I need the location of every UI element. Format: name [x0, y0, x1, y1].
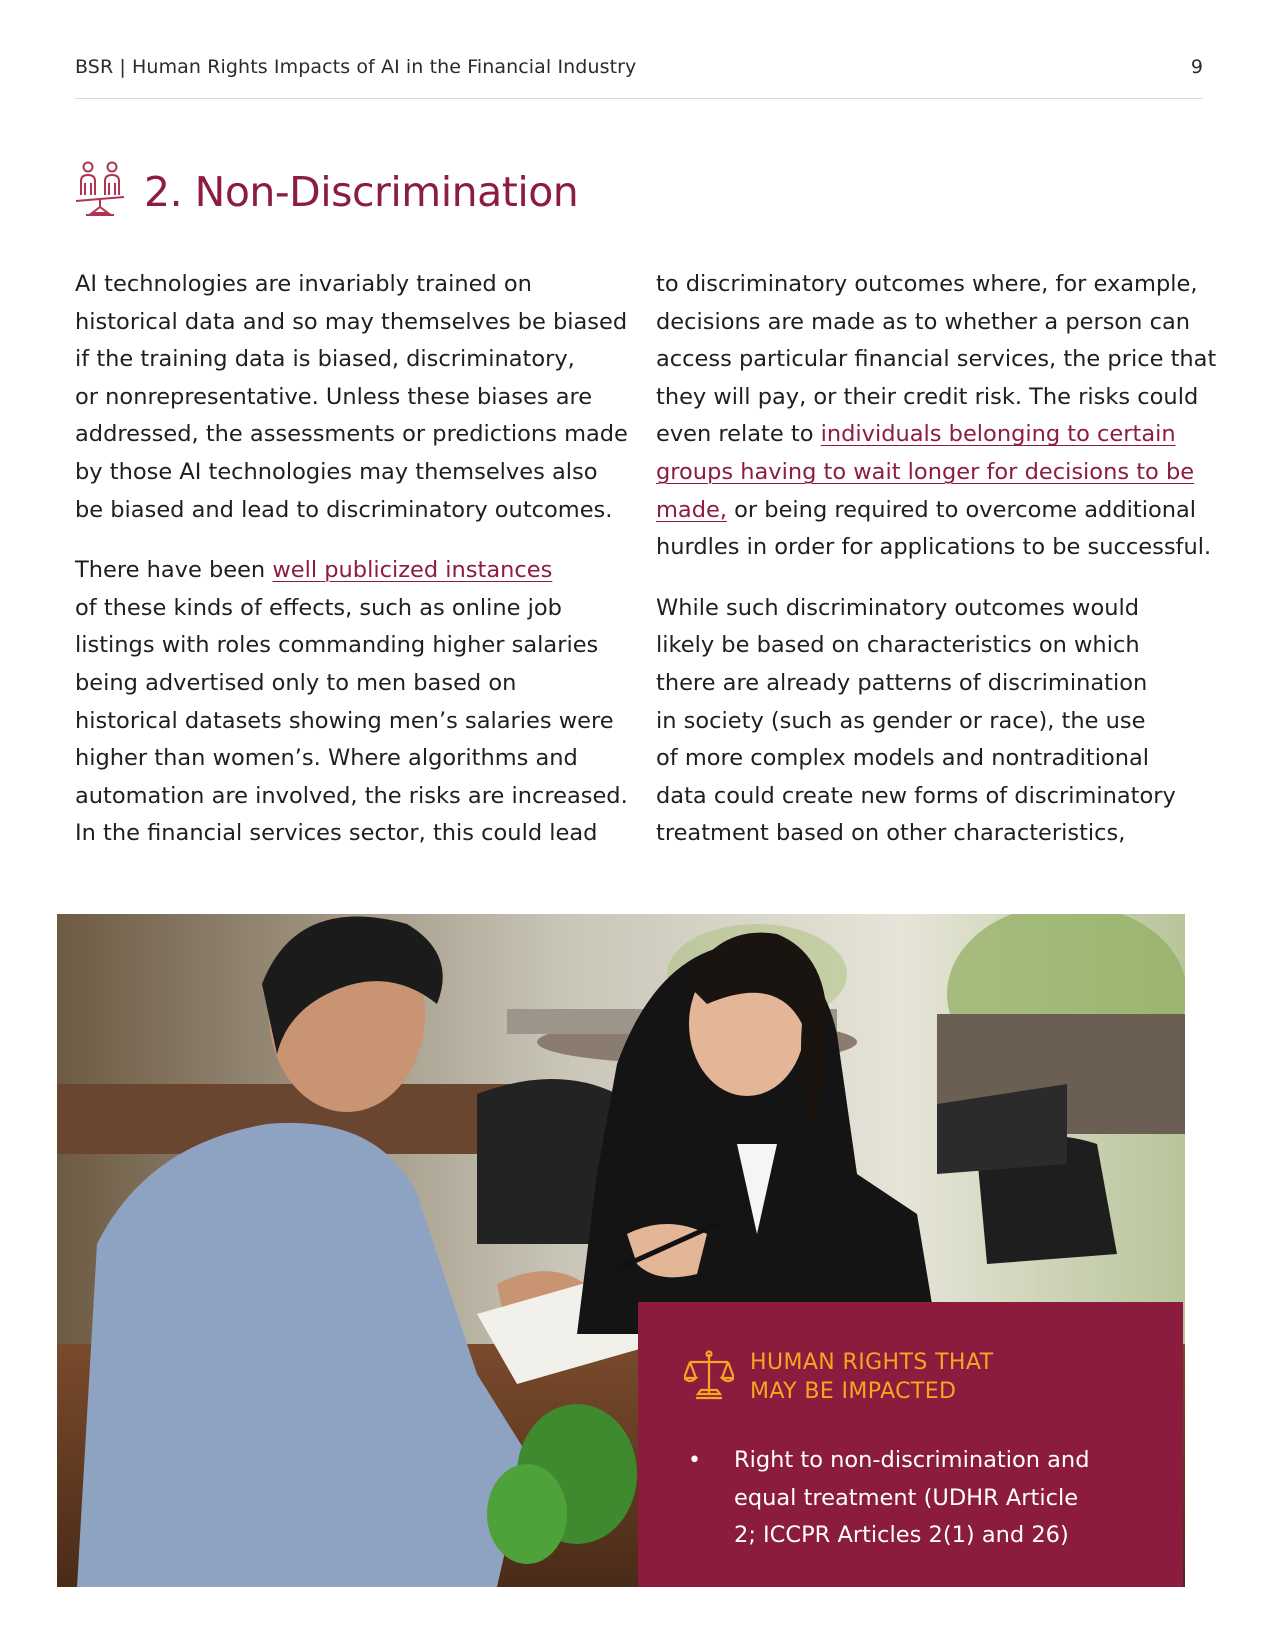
- text-line: data could create new forms of discriminatory: [656, 782, 1176, 809]
- text-line: Right to non-discrimination and: [734, 1447, 1090, 1473]
- text-line: by those AI technologies may themselves also: [75, 458, 598, 485]
- rights-list: [684, 1442, 1089, 1555]
- text-line: [656, 492, 1216, 530]
- text-line: they will pay, or their credit risk. The risks could: [656, 383, 1199, 410]
- text-line: higher than women’s. Where algorithms and: [75, 745, 578, 772]
- text-line: In the financial services sector, this could lead: [75, 820, 598, 847]
- page-header: [75, 52, 1203, 99]
- section-heading: [74, 160, 578, 224]
- paragraph: [75, 266, 635, 529]
- list-item: [684, 1442, 1089, 1555]
- text-line: equal treatment (UDHR Article: [734, 1484, 1079, 1511]
- text-line: hurdles in order for applications to be successful.: [656, 534, 1212, 561]
- text-line: 2; ICCPR Articles 2(1) and 26): [734, 1522, 1069, 1549]
- text-line: [75, 552, 635, 590]
- text-fragment: or being required to overcome additional: [726, 496, 1197, 523]
- well-publicized-instances-link[interactable]: well publicized instances: [272, 557, 553, 584]
- text-line: to discriminatory outcomes where, for example,: [656, 271, 1198, 297]
- text-line: likely be based on characteristics on which: [656, 632, 1140, 659]
- document-title: BSR | Human Rights Impacts of AI in the Financial Industry: [75, 56, 637, 78]
- waiting-longer-link-part2[interactable]: groups having to wait longer for decisions to be: [656, 458, 1195, 485]
- paragraph: [656, 266, 1216, 567]
- people-on-scale-icon: [74, 161, 126, 223]
- text-line: decisions are made as to whether a person can: [656, 308, 1191, 335]
- paragraph: [75, 552, 635, 853]
- text-fragment: There have been: [75, 557, 273, 584]
- callout-header: [684, 1348, 993, 1406]
- waiting-longer-link-part1[interactable]: individuals belonging to certain: [820, 421, 1176, 448]
- text-line: historical datasets showing men’s salaries were: [75, 707, 614, 734]
- page-number: 9: [1190, 56, 1203, 78]
- text-line: being advertised only to men based on: [75, 669, 517, 696]
- section-title: 2. Non-Discrimination: [144, 168, 579, 216]
- text-line: [656, 416, 1216, 454]
- callout-title-line: HUMAN RIGHTS THAT: [750, 1350, 994, 1375]
- body-column-left: [75, 266, 635, 876]
- text-line: [656, 454, 1216, 492]
- callout-title: [750, 1348, 993, 1406]
- human-rights-callout: [638, 1302, 1183, 1587]
- text-line: addressed, the assessments or predictions made: [75, 421, 628, 448]
- text-line: be biased and lead to discriminatory outcomes.: [75, 496, 613, 523]
- callout-title-line: MAY BE IMPACTED: [750, 1379, 957, 1404]
- bullet: •: [688, 1448, 701, 1473]
- text-line: of these kinds of effects, such as online job: [75, 594, 562, 621]
- text-line: there are already patterns of discrimination: [656, 669, 1148, 696]
- text-line: access particular financial services, the price that: [656, 346, 1217, 373]
- body-column-right: [656, 266, 1216, 876]
- text-line: historical data and so may themselves be biased: [75, 308, 628, 335]
- paragraph: [656, 590, 1216, 853]
- waiting-longer-link-part3[interactable]: made,: [656, 496, 727, 523]
- text-fragment: even relate to: [656, 421, 821, 448]
- text-line: listings with roles commanding higher salaries: [75, 632, 599, 659]
- text-line: While such discriminatory outcomes would: [656, 594, 1140, 621]
- text-line: AI technologies are invariably trained on: [75, 271, 532, 297]
- text-line: or nonrepresentative. Unless these biases are: [75, 383, 593, 410]
- text-line: if the training data is biased, discriminatory,: [75, 346, 575, 373]
- text-line: in society (such as gender or race), the use: [656, 707, 1146, 734]
- text-line: treatment based on other characteristics,: [656, 820, 1126, 847]
- scales-of-justice-icon: [684, 1350, 734, 1402]
- text-line: of more complex models and nontraditional: [656, 745, 1150, 772]
- text-line: automation are involved, the risks are increased.: [75, 782, 628, 809]
